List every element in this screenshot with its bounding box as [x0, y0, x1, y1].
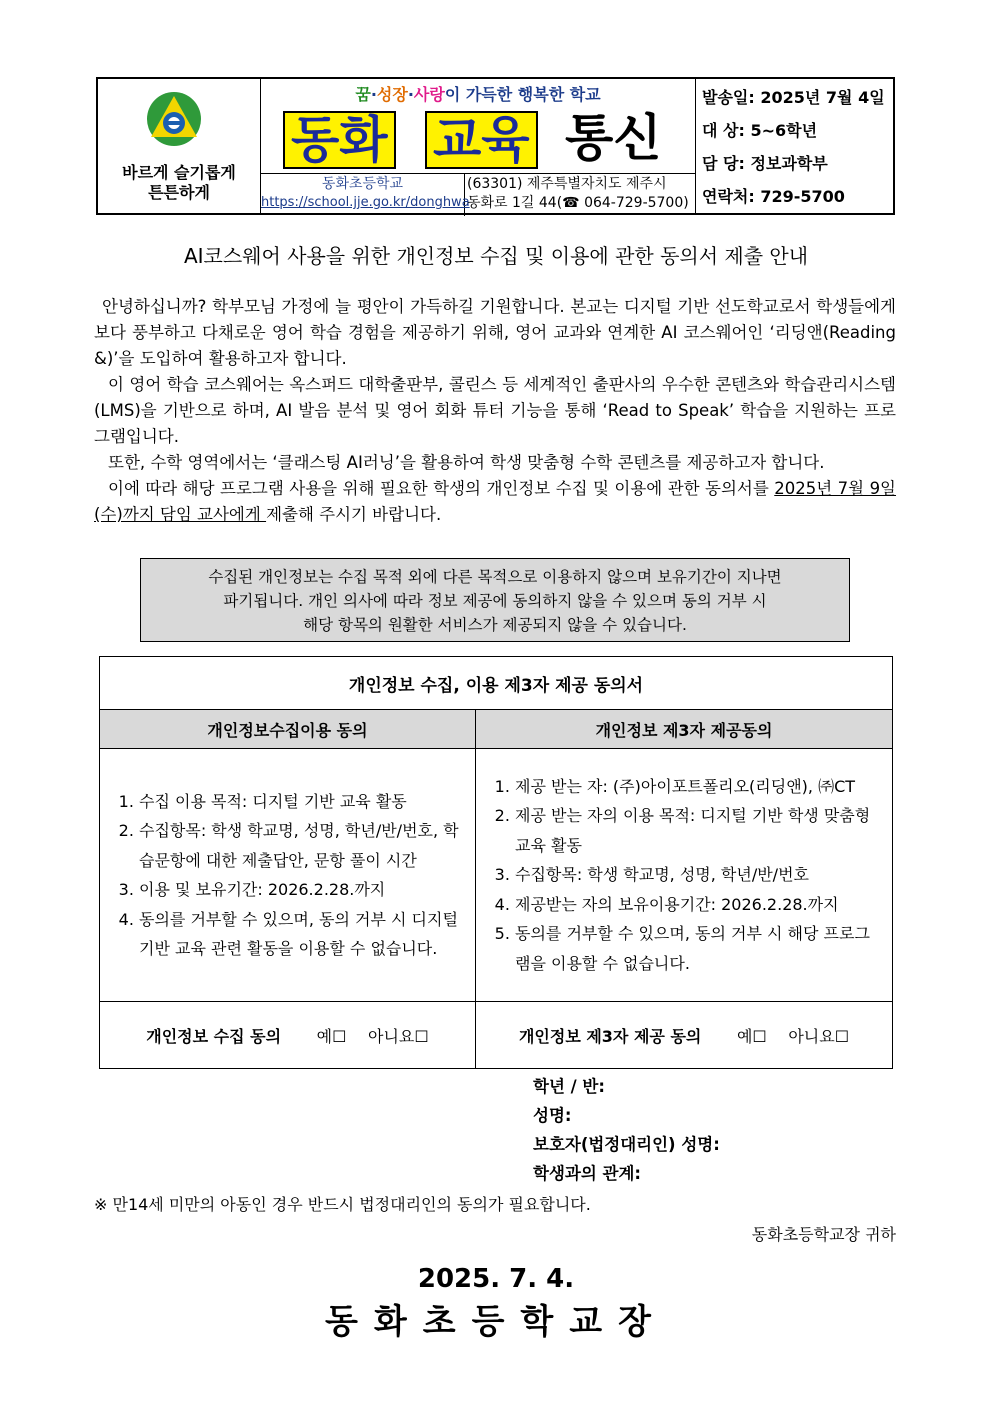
slogan-dot: ·: [407, 85, 414, 104]
list-item: 5. 동의를 거부할 수 있으며, 동의 거부 시 해당 프로그램을 이용할 수 없습니다.: [515, 919, 877, 978]
address-line-2: 동화로 1길 44(☎ 064-729-5700): [467, 195, 689, 211]
footnote: ※ 만14세 미만의 아동인 경우 반드시 법정대리인의 동의가 필요합니다.: [94, 1195, 591, 1214]
addressee: 동화초등학교장 귀하: [751, 1225, 896, 1244]
school-name-cell: [261, 174, 470, 216]
collection-consent-label: 개인정보 수집 동의: [146, 1026, 282, 1046]
collection-yes-checkbox[interactable]: 예☐: [316, 1026, 347, 1046]
privacy-notice-box: [140, 558, 850, 642]
school-url-link[interactable]: https://school.jje.go.kr/donghwa: [261, 195, 470, 210]
third-party-no-checkbox[interactable]: 아니요☐: [788, 1026, 850, 1046]
address-line-1: (63301) 제주특별자치도 제주시: [467, 176, 667, 192]
slogan-love: 사랑: [413, 85, 445, 104]
field-relationship[interactable]: 학생과의 관계:: [533, 1164, 641, 1183]
school-emblem-cell: [98, 79, 261, 213]
issue-info-cell: [696, 79, 893, 213]
third-party-consent-details: [476, 749, 893, 1002]
third-party-consent-choice: [476, 1002, 893, 1069]
info-send-date: 발송일: 2025년 7월 4일: [702, 88, 885, 107]
list-item: 3. 수집항목: 학생 학교명, 성명, 학년/반/번호: [515, 860, 877, 890]
deadline-text: 2025년 7월 9일(수)까지 담임 교사에게: [94, 479, 897, 524]
title-cell: [261, 79, 696, 213]
info-target: 대 상: 5~6학년: [702, 121, 818, 140]
paragraph-3: 또한, 수학 영역에서는 ‘클래스팅 AI러닝’을 활용하여 학생 맞춤형 수학 콘텐츠를 제공하고자 합니다.: [108, 453, 825, 472]
newsletter-title: [283, 107, 683, 169]
notice-line-2: 파기됩니다. 개인 의사에 따라 정보 제공에 동의하지 않을 수 있으며 동의 거부 시: [223, 592, 767, 610]
principal-signature: 동화초등학교장: [325, 1302, 667, 1342]
title-word-donghwa: 동화: [283, 111, 396, 169]
third-party-yes-checkbox[interactable]: 예☐: [736, 1026, 767, 1046]
consent-form-table: [99, 656, 893, 1069]
document-title: AI코스웨어 사용을 위한 개인정보 수집 및 이용에 관한 동의서 제출 안내: [183, 244, 809, 268]
info-contact: 연락처: 729-5700: [702, 187, 845, 206]
issue-date: 2025. 7. 4.: [417, 1264, 575, 1294]
slogan-rest: 이 가득한 행복한 학교: [444, 85, 601, 104]
notice-line-1: 수집된 개인정보는 수집 목적 외에 다른 목적으로 이용하지 않으며 보유기간이 지나면: [208, 568, 782, 586]
third-party-consent-header: 개인정보 제3자 제공동의: [476, 710, 893, 749]
slogan-dream: 꿈: [355, 85, 371, 104]
field-student-name[interactable]: 성명:: [533, 1106, 572, 1125]
list-item: 2. 수집항목: 학생 학교명, 성명, 학년/반/번호, 학습문항에 대한 제출답안, 문항 풀이 시간: [139, 816, 460, 875]
collection-no-checkbox[interactable]: 아니요☐: [368, 1026, 429, 1046]
paragraph-1: 안녕하십니까? 학부모님 가정에 늘 평안이 가득하길 기원합니다. 본교는 디지털 기반 선도학교로서 학생들에게 보다 풍부하고 다채로운 영어 학습 경험을 제공하기 위해, 영어 교과와 연계한 AI 코스웨어인 ‘리딩앤(Reading &)’을 도입하여 활용하고자 합니다.: [94, 297, 896, 368]
motto-line-2: 튼튼하게: [148, 183, 210, 202]
slogan-dot: ·: [370, 85, 377, 104]
newsletter-header: [96, 77, 895, 215]
collection-consent-header: 개인정보수집이용 동의: [100, 710, 476, 749]
motto-line-1: 바르게 슬기롭게: [122, 163, 236, 182]
school-slogan: [261, 82, 695, 105]
consent-form-heading: 개인정보 수집, 이용 제3자 제공 동의서: [100, 657, 893, 710]
title-word-education: 교육: [425, 111, 538, 169]
body-text: [94, 294, 896, 528]
school-address: [467, 175, 689, 213]
paragraph-2: 이 영어 학습 코스웨어는 옥스퍼드 대학출판부, 콜린스 등 세계적인 출판사의 우수한 콘텐츠와 학습관리시스템(LMS)을 기반으로 하며, AI 발음 분석 및 영어 회화 튜터 기능을 통해 ‘Read to Speak’ 학습을 지원하는 프로그램입니다.: [94, 375, 896, 446]
collection-consent-details: [100, 749, 476, 1002]
school-contact-row: [261, 173, 695, 216]
list-item: 3. 이용 및 보유기간: 2026.2.28.까지: [139, 875, 460, 905]
notice-line-3: 해당 항목의 원활한 서비스가 제공되지 않을 수 있습니다.: [303, 616, 687, 634]
list-item: 1. 제공 받는 자: (주)아이포트폴리오(리딩앤), ㈜CT: [515, 772, 877, 802]
collection-consent-choice: [100, 1002, 476, 1069]
school-name: 동화초등학교: [321, 176, 404, 192]
school-emblem-icon: [146, 91, 202, 147]
info-department: 담 당: 정보과학부: [702, 154, 828, 173]
slogan-growth: 성장: [376, 85, 408, 104]
field-grade-class[interactable]: 학년 / 반:: [533, 1077, 605, 1096]
third-party-consent-label: 개인정보 제3자 제공 동의: [518, 1026, 702, 1046]
list-item: 2. 제공 받는 자의 이용 목적: 디지털 기반 학생 맞춤형 교육 활동: [515, 801, 877, 860]
school-motto: [98, 163, 260, 203]
list-item: 1. 수집 이용 목적: 디지털 기반 교육 활동: [139, 787, 460, 817]
list-item: 4. 동의를 거부할 수 있으며, 동의 거부 시 디지털 기반 교육 관련 활동을 이용할 수 없습니다.: [139, 905, 460, 964]
field-guardian-name[interactable]: 보호자(법정대리인) 성명:: [533, 1135, 720, 1154]
paragraph-4: 이에 따라 해당 프로그램 사용을 위해 필요한 학생의 개인정보 수집 및 이용에 관한 동의서를 2025년 7월 9일(수)까지 담임 교사에게 제출해 주시기 바랍니다.: [94, 479, 897, 524]
signature-fields: [533, 1072, 720, 1188]
title-word-newsletter: 통신: [565, 109, 662, 167]
list-item: 4. 제공받는 자의 보유이용기간: 2026.2.28.까지: [515, 890, 877, 920]
